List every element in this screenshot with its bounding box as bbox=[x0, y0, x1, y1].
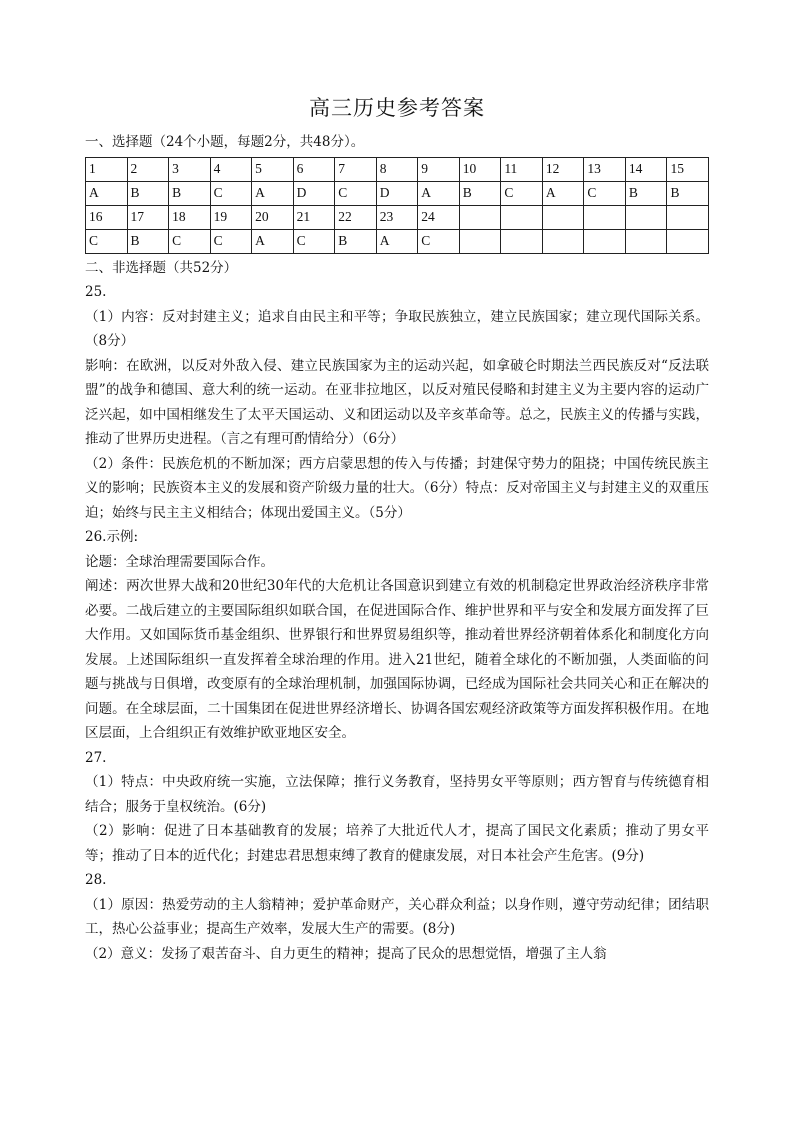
answer-table-cell: C bbox=[501, 181, 543, 205]
answer-table-cell: 18 bbox=[169, 205, 211, 229]
answer-table-cell: B bbox=[127, 181, 169, 205]
answer-table-cell: C bbox=[335, 181, 377, 205]
answer-table-cell: C bbox=[293, 229, 335, 253]
answer-table-cell bbox=[542, 205, 584, 229]
answer-table-cell: A bbox=[252, 229, 294, 253]
question-27-part2: （2）影响：促进了日本基础教育的发展；培养了大批近代人才，提高了国民文化素质；推动了男女平等；推动了日本的近代化；封建忠君思想束缚了教育的健康发展，对日本社会产生危害。(9分) bbox=[85, 823, 709, 864]
answer-table-cell: 5 bbox=[252, 157, 294, 181]
question-27-number: 27. bbox=[85, 749, 107, 766]
answer-table-cell: 4 bbox=[210, 157, 252, 181]
question-28-part2: （2）意义：发扬了艰苦奋斗、自力更生的精神；提高了民众的思想觉悟，增强了主人翁 bbox=[85, 945, 607, 962]
answer-table-cell: 24 bbox=[418, 205, 460, 229]
answer-table-cell: 15 bbox=[667, 157, 709, 181]
answer-table-cell bbox=[459, 229, 501, 253]
question-25-part1: （1）内容：反对封建主义；追求自由民主和平等；争取民族独立，建立民族国家；建立现代国际关系。（8分） bbox=[85, 308, 709, 349]
question-28-part1: （1）原因：热爱劳动的主人翁精神；爱护革命财产，关心群众利益；以身作则，遵守劳动纪律；团结职工，热心公益事业；提高生产效率，发展大生产的需要。(8分) bbox=[85, 896, 709, 937]
section1-heading: 一、选择题（24个小题，每题2分，共48分）。 bbox=[85, 134, 365, 150]
question-26-thesis: 论题：全球治理需要国际合作。 bbox=[85, 553, 274, 570]
answer-table-cell: A bbox=[86, 181, 128, 205]
answer-table-cell: 10 bbox=[459, 157, 501, 181]
answer-table-cell bbox=[542, 229, 584, 253]
answer-table-cell: C bbox=[584, 181, 626, 205]
answer-table-cell: 7 bbox=[335, 157, 377, 181]
answer-table-cell bbox=[584, 205, 626, 229]
answer-table-cell: A bbox=[376, 229, 418, 253]
answer-table-cell: A bbox=[418, 181, 460, 205]
answer-table-cell: 11 bbox=[501, 157, 543, 181]
answer-table-cell: 19 bbox=[210, 205, 252, 229]
answer-table-cell: C bbox=[86, 229, 128, 253]
answer-table-cell: 21 bbox=[293, 205, 335, 229]
answer-sheet bbox=[85, 92, 709, 966]
answer-table-cell: D bbox=[293, 181, 335, 205]
answer-table bbox=[85, 157, 709, 254]
page-title: 高三历史参考答案 bbox=[309, 96, 485, 120]
answer-table-cell bbox=[667, 205, 709, 229]
answer-table-cell: B bbox=[459, 181, 501, 205]
answer-table-cell: B bbox=[127, 229, 169, 253]
answer-table-cell: B bbox=[335, 229, 377, 253]
answer-table-cell: C bbox=[210, 181, 252, 205]
question-25-impact: 影响：在欧洲，以反对外敌入侵、建立民族国家为主的运动兴起，如拿破仑时期法兰西民族反对“反法联盟”的战争和德国、意大利的统一运动。在亚非拉地区，以反对殖民侵略和封建主义为主要内容的运动广泛兴起，如中国相继发生了太平天国运动、义和团运动以及辛亥革命等。总之，民族主义的传播与实践，推动了世界历史进程。（言之有理可酌情给分）（6分） bbox=[85, 357, 709, 447]
answer-table-cell: C bbox=[418, 229, 460, 253]
answer-table-cell bbox=[584, 229, 626, 253]
answer-table-cell: 22 bbox=[335, 205, 377, 229]
question-26-number: 26.示例: bbox=[85, 529, 139, 545]
answer-table-cell: 14 bbox=[625, 157, 667, 181]
answer-table-cell bbox=[667, 229, 709, 253]
question-28-number: 28. bbox=[85, 872, 107, 888]
answer-table-cell: D bbox=[376, 181, 418, 205]
answer-table-cell: 6 bbox=[293, 157, 335, 181]
answer-table-cell: 23 bbox=[376, 205, 418, 229]
answer-table-cell: 17 bbox=[127, 205, 169, 229]
answer-table-cell bbox=[625, 229, 667, 253]
answer-table-cell: 13 bbox=[584, 157, 626, 181]
answer-table-row bbox=[86, 157, 709, 181]
question-25-number: 25. bbox=[85, 284, 107, 300]
answer-table-row bbox=[86, 229, 709, 253]
question-25-part2: （2）条件：民族危机的不断加深；西方启蒙思想的传入与传播；封建保守势力的阻挠；中国传统民族主义的影响；民族资本主义的发展和资产阶级力量的壮大。（6分）特点：反对帝国主义与封建主义的双重压迫；始终与民主主义相结合；体现出爱国主义。（5分） bbox=[85, 455, 709, 521]
answer-table-cell: B bbox=[169, 181, 211, 205]
answer-table-cell: 2 bbox=[127, 157, 169, 181]
section2-heading: 二、非选择题（共52分） bbox=[85, 259, 238, 276]
answer-table-cell: C bbox=[169, 229, 211, 253]
question-26-explanation: 阐述：两次世界大战和20世纪30年代的大危机让各国意识到建立有效的机制稳定世界政治经济秩序非常必要。二战后建立的主要国际组织如联合国，在促进国际合作、维护世界和平与安全和发展方面发挥了巨大作用。又如国际货币基金组织、世界银行和世界贸易组织等，推动着世界经济朝着体系化和制度化方向发展。上述国际组织一直发挥着全球治理的作用。进入21世纪，随着全球化的不断加强，人类面临的问题与挑战与日俱增，改变原有的全球治理机制，加强国际协调，已经成为国际社会共同关心和正在解决的问题。在全球层面，二十国集团在促进世界经济增长、协调各国宏观经济政策等方面发挥积极作用。在地区层面，上合组织正有效维护欧亚地区安全。 bbox=[85, 578, 709, 741]
answer-table-cell: A bbox=[252, 181, 294, 205]
answer-table-cell: A bbox=[542, 181, 584, 205]
answer-table-cell bbox=[501, 205, 543, 229]
answer-table-row bbox=[86, 205, 709, 229]
question-27-part1: （1）特点：中央政府统一实施，立法保障；推行义务教育，坚持男女平等原则；西方智育与传统德育相结合；服务于皇权统治。(6分) bbox=[85, 774, 709, 815]
answer-table-cell: B bbox=[625, 181, 667, 205]
answer-table-cell bbox=[501, 229, 543, 253]
answer-table-cell bbox=[625, 205, 667, 229]
answer-table-cell: 20 bbox=[252, 205, 294, 229]
answer-table-cell: 12 bbox=[542, 157, 584, 181]
answer-table-cell: 8 bbox=[376, 157, 418, 181]
answer-table-cell: 9 bbox=[418, 157, 460, 181]
answer-table-cell bbox=[459, 205, 501, 229]
answer-table-cell: B bbox=[667, 181, 709, 205]
answer-table-cell: C bbox=[210, 229, 252, 253]
answer-table-cell: 1 bbox=[86, 157, 128, 181]
answer-table-cell: 3 bbox=[169, 157, 211, 181]
answer-table-row bbox=[86, 181, 709, 205]
answer-table-cell: 16 bbox=[86, 205, 128, 229]
